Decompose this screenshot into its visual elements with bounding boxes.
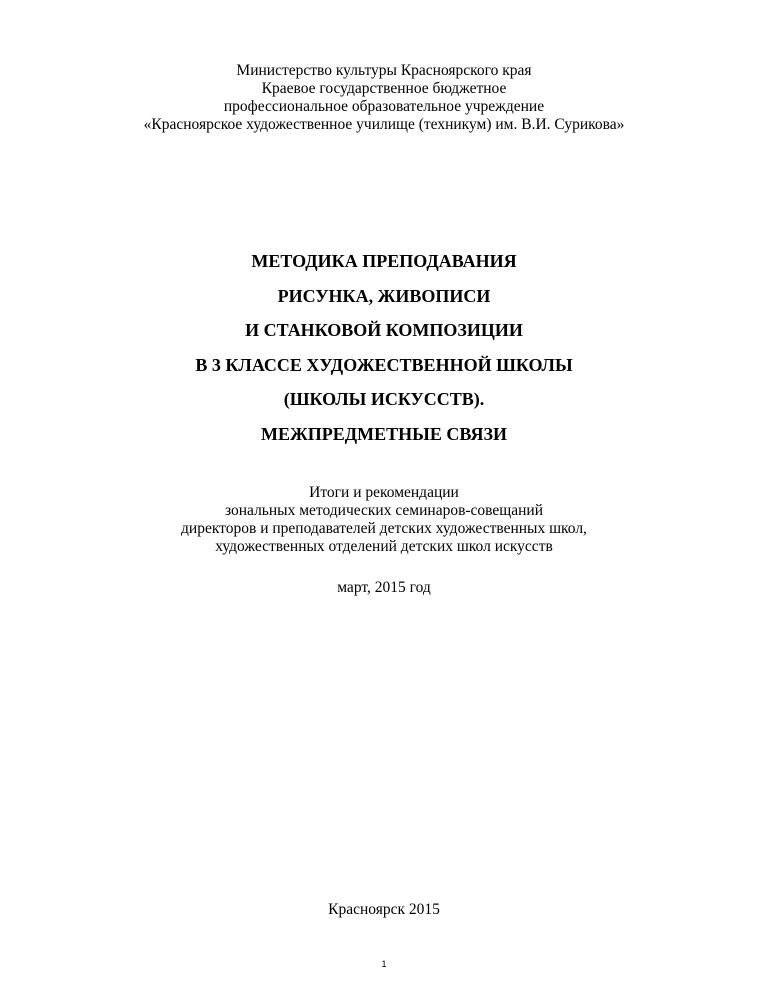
title-line: (ШКОЛЫ ИСКУССТВ). (283, 389, 485, 409)
header-line-institution-type: профессиональное образовательное учреждение (223, 98, 545, 115)
title-line: И СТАНКОВОЙ КОМПОЗИЦИИ (245, 320, 523, 340)
date-text: март, 2015 год (337, 579, 431, 596)
title-line: МЕТОДИКА ПРЕПОДАВАНИЯ (251, 251, 517, 271)
subtitle-line: художественных отделений детских школ искусств (215, 538, 553, 555)
subtitle-line: директоров и преподавателей детских художественных школ, (181, 520, 587, 537)
document-subtitle (0, 484, 768, 556)
document-date (0, 579, 768, 597)
header-line-budget: Краевое государственное бюджетное (261, 80, 507, 97)
subtitle-line: Итоги и рекомендации (309, 484, 459, 501)
institution-header (0, 62, 768, 134)
title-line: РИСУНКА, ЖИВОПИСИ (277, 285, 491, 306)
page-number (0, 959, 768, 970)
place-text: Красноярск 2015 (328, 901, 440, 918)
publication-place (0, 901, 768, 919)
header-line-institution-name: «Красноярское художественное училище (техникум) им. В.И. Сурикова» (143, 116, 625, 133)
title-line: В 3 КЛАССЕ ХУДОЖЕСТВЕННОЙ ШКОЛЫ (195, 354, 573, 375)
page-number-text: 1 (381, 959, 387, 969)
subtitle-line: зональных методических семинаров-совещаний (224, 502, 543, 519)
header-line-ministry: Министерство культуры Красноярского края (236, 62, 532, 79)
document-title (0, 244, 768, 451)
title-line: МЕЖПРЕДМЕТНЫЕ СВЯЗИ (261, 423, 507, 444)
